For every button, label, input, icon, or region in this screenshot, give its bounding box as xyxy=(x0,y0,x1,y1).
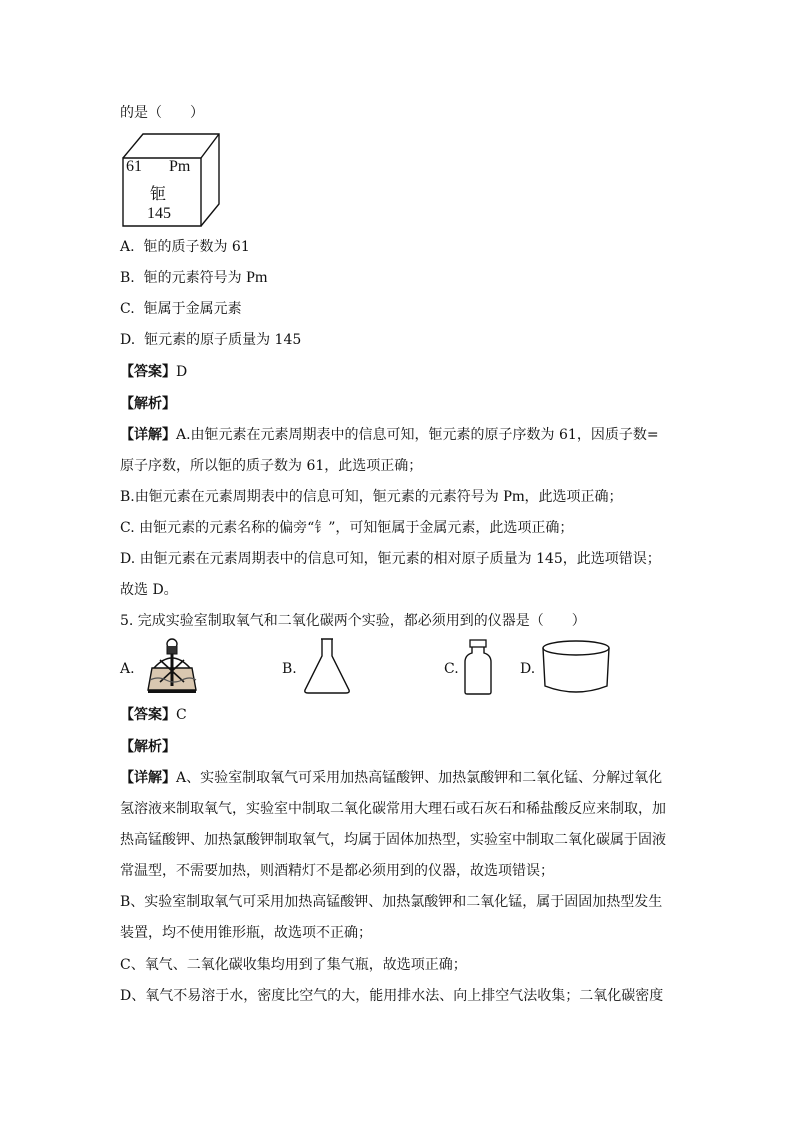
conical-flask-icon xyxy=(302,636,352,696)
q4-answer: 【答案】D xyxy=(120,364,188,380)
cube-frame-icon xyxy=(121,132,221,228)
alcohol-lamp-icon xyxy=(146,638,198,694)
element-name: 钷 xyxy=(150,186,167,203)
element-cell xyxy=(121,132,221,228)
element-symbol: Pm xyxy=(169,158,191,175)
q5-detail-a: 【详解】A、实验室制取氧气可采用加热高锰酸钾、加热氯酸钾和二氧化锰、分解过氧化氢溶液来制取氧气，实验室中制取二氧化碳常用大理石或石灰石和稀盐酸反应来制取，加热高锰酸钾、加热氯酸钾制取氧气，均属于固体加热型，实验室中制取二氧化碳属于固液常温型，不需要加热，则酒精灯不是都必须用到的仪器，故选项错误； xyxy=(120,770,666,879)
q5-detail-b: B、实验室制取氧气可采用加热高锰酸钾、加热氯酸钾和二氧化锰，属于固固加热型发生装置，均不使用锥形瓶，故选项不正确； xyxy=(120,894,663,941)
q4-detail-a: 【详解】A.由钷元素在元素周期表中的信息可知，钷元素的原子序数为 61，因质子数=原子序数，所以钷的质子数为 61，此选项正确； xyxy=(120,427,659,474)
atomic-number: 61 xyxy=(126,158,142,175)
q5-option-a-label: A. xyxy=(120,661,135,677)
q5-option-b-label: B. xyxy=(282,661,297,677)
q5-answer: 【答案】C xyxy=(120,707,187,723)
q4-stem-tail: 的是（ ） xyxy=(120,105,204,121)
q4-detail-d: D. 由钷元素在元素周期表中的信息可知，钷元素的相对原子质量为 145，此选项错误； xyxy=(120,551,661,567)
q4-detail-b: B.由钷元素在元素周期表中的信息可知，钷元素的元素符号为 Pm，此选项正确； xyxy=(120,488,623,505)
q5-detail-d: D、氧气不易溶于水，密度比空气的大，能用排水法、向上排空气法收集；二氧化碳密度 xyxy=(120,988,664,1004)
q4-option-a: A. 钷的质子数为 61 xyxy=(120,239,250,255)
q5-stem: 5. 完成实验室制取氧气和二氧化碳两个实验，都必须用到的仪器是（ ） xyxy=(120,613,586,629)
q4-option-d: D. 钷元素的原子质量为 145 xyxy=(120,332,302,348)
q5-option-c-label: C. xyxy=(444,661,459,677)
q4-conclusion: 故选 D。 xyxy=(120,582,178,598)
q4-option-b: B. 钷的元素符号为 Pm xyxy=(120,269,268,286)
q4-detail-c: C. 由钷元素的元素名称的偏旁“钅”，可知钷属于金属元素，此选项正确； xyxy=(120,520,574,536)
q5-analysis-tag: 【解析】 xyxy=(120,739,176,755)
q5-option-d-label: D. xyxy=(520,661,536,677)
q4-analysis-tag: 【解析】 xyxy=(120,396,176,412)
q5-detail-c: C、氧气、二氧化碳收集均用到了集气瓶，故选项正确； xyxy=(120,957,467,973)
trough-icon xyxy=(540,638,612,696)
atomic-mass: 145 xyxy=(147,205,171,222)
gas-collecting-bottle-icon xyxy=(462,638,494,696)
q4-option-c: C. 钷属于金属元素 xyxy=(120,301,242,317)
